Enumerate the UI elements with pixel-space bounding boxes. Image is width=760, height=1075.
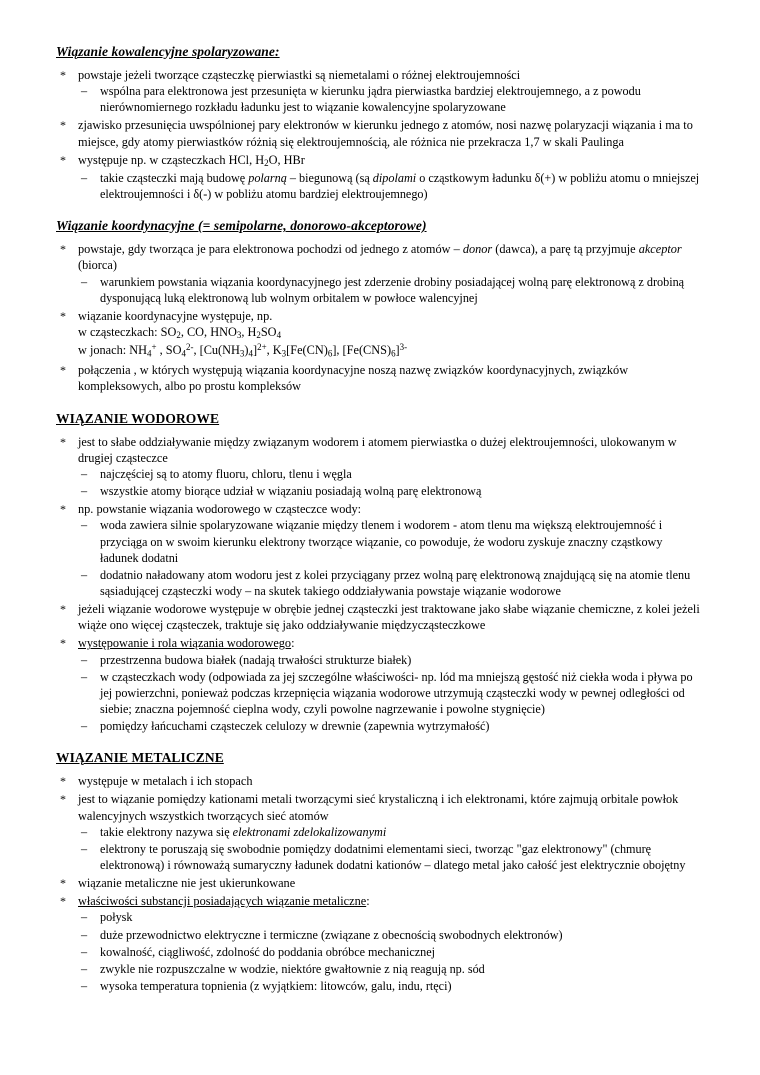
sub-list-item-text: takie elektrony nazywa się elektronami zdelokalizowanymi [100, 824, 387, 839]
sub-bullet-list [78, 909, 704, 993]
sub-list-item-text: zwykle nie rozpuszczalne w wodzie, niektóre gwałtownie z nią reagują np. sód [100, 961, 485, 976]
list-item-text: występowanie i rola wiązania wodorowego: [78, 636, 295, 651]
bullet-list [56, 434, 704, 734]
sub-bullet-list [78, 517, 704, 598]
sub-list-item-text: wspólna para elektronowa jest przesunięta w kierunku jądra pierwiastka bardziej elektroujemnego, a z powodu nierównomiernego rozkładu ładunku jest to wiązanie kowalencyjne spolaryzowane [100, 84, 641, 115]
sub-list-item [78, 567, 704, 599]
sub-list-item [78, 961, 704, 977]
list-item [56, 501, 704, 599]
sections-container [56, 44, 704, 994]
dash-marker: – [81, 841, 88, 856]
section-heading: Wiązanie kowalencyjne spolaryzowane: [56, 44, 280, 59]
list-item-text: jest to wiązanie pomiędzy kationami metali tworzącymi sieć krystaliczną i ich elektronami, które zajmują orbitale powłok walencyjnych wszystkich tworzących sieć atomów [78, 792, 679, 823]
dash-marker: – [81, 718, 88, 733]
sub-list-item-text: połysk [100, 910, 133, 925]
sub-list-item-text: takie cząsteczki mają budowę polarną – biegunową (są dipolami o cząstkowym ładunku δ(+) w pobliżu atomu o mniejszej elektroujemności i δ(-) w pobliżu atomu bardziej elektroujemnego) [100, 170, 700, 202]
sub-list-item-text: najczęściej są to atomy fluoru, chloru, tlenu i węgla [100, 467, 352, 482]
list-item [56, 117, 704, 149]
sub-bullet-list [78, 652, 704, 734]
list-item [56, 152, 704, 202]
bullet-marker: * [60, 774, 66, 789]
sub-list-item-text: wszystkie atomy biorące udział w wiązaniu posiadają wolną parę elektronową [100, 484, 482, 499]
dash-marker: – [81, 567, 88, 582]
dash-marker: – [81, 467, 88, 482]
dash-marker: – [81, 961, 88, 976]
sub-list-item-text: dodatnio naładowany atom wodoru jest z kolei przyciągany przez wolną parę elektronową znajdującą się na atomie tlenu sąsiadującej cząsteczki wody – na skutek takiego oddziaływania powstaje wiązanie wodorowe [100, 567, 691, 598]
section-kowalencyjne [56, 44, 704, 202]
list-item-text: powstaje, gdy tworząca je para elektronowa pochodzi od jednego z atomów – donor (dawca), a parę tą przyjmuje akceptor (biorca) [78, 242, 682, 273]
sub-list-item-text: elektrony te poruszają się swobodnie pomiędzy dodatnimi elementami sieci, tworząc "gaz elektronowy" (chmurę elektronową) i równoważą sumaryczny ładunek dodatni kationów – dlatego metal jako całość jest elektrycznie obojętny [100, 841, 686, 872]
dash-marker: – [81, 978, 88, 993]
list-item [56, 308, 704, 360]
bullet-marker: * [60, 894, 66, 909]
bullet-marker: * [60, 601, 66, 616]
dash-marker: – [81, 170, 88, 185]
bullet-marker: * [60, 434, 66, 449]
list-item [56, 773, 704, 789]
section-wodorowe [56, 411, 704, 734]
list-item-text: jeżeli wiązanie wodorowe występuje w obrębie jednej cząsteczki jest traktowane jako słabe wiązanie chemiczne, z kolei jeżeli wiąże ono więcej cząsteczek, traktuje się jako oddziaływanie międzycząsteczkowe [78, 601, 700, 633]
sub-list-item-text: woda zawiera silnie spolaryzowane wiązanie między tlenem i wodorem - atom tlenu ma większą elektroujemność i przyciąga on w swoim kierunku elektrony tworzące wiązanie, co powoduje, że wodoru zyskuje znaczny cząstkowy ładunek dodatni [100, 518, 663, 565]
sub-list-item [78, 718, 704, 734]
sub-list-item-text: kowalność, ciągliwość, zdolność do poddania obróbce mechanicznej [100, 944, 436, 959]
bullet-marker: * [60, 242, 66, 257]
list-item [56, 241, 704, 306]
dash-marker: – [81, 518, 88, 533]
bullet-marker: * [60, 636, 66, 651]
sub-list-item [78, 841, 704, 873]
dash-marker: – [81, 669, 88, 684]
dash-marker: – [81, 484, 88, 499]
bullet-marker: * [60, 363, 66, 378]
bullet-list [56, 67, 704, 202]
section-koordynacyjne [56, 218, 704, 395]
sub-list-item-text: warunkiem powstania wiązania koordynacyjnego jest zderzenie drobiny posiadającej wolną parę elektronową z drobiną dysponującą luką elektronową lub wolnym orbitalem w powłoce walencyjnej [100, 274, 685, 305]
sub-list-item [78, 83, 704, 115]
list-item [56, 893, 704, 994]
list-item [56, 362, 704, 394]
dash-marker: – [81, 274, 88, 289]
dash-marker: – [81, 927, 88, 942]
dash-marker: – [81, 84, 88, 99]
bullet-marker: * [60, 118, 66, 133]
list-item [56, 791, 704, 873]
bullet-list [56, 773, 704, 994]
sub-bullet-list [78, 274, 704, 306]
sub-bullet-list [78, 170, 704, 202]
sub-list-item [78, 483, 704, 499]
sub-list-item [78, 170, 704, 202]
section-heading: WIĄZANIE WODOROWE [56, 410, 220, 426]
sub-list-item [78, 909, 704, 925]
section-metaliczne [56, 750, 704, 994]
dash-marker: – [81, 652, 88, 667]
bullet-marker: * [60, 308, 66, 323]
dash-marker: – [81, 944, 88, 959]
formula-line: w cząsteczkach: $SO_2$, CO, $HNO_3$, $H_2SO_4$ [78, 324, 282, 341]
list-item-text: wiązanie metaliczne nie jest ukierunkowane [78, 876, 296, 890]
bullet-marker: * [60, 152, 66, 167]
sub-list-item [78, 944, 704, 960]
list-item-text: wiązanie koordynacyjne występuje, np. [78, 308, 273, 323]
sub-list-item [78, 927, 704, 943]
dash-marker: – [81, 910, 88, 925]
sub-list-item-text: w cząsteczkach wody (odpowiada za jej szczególne właściwości- np. lód ma mniejszą gęstość niż ciekła woda i pływa po jej powierzchni, ponieważ podczas krzepnięcia wiązania wodorowe utrzymują cząsteczki wody w pewnej odległości od siebie; znaczna pojemność cieplna wody, czyli powolne nagrzewanie i powolne stygnięcie) [100, 669, 693, 716]
dash-marker: – [81, 824, 88, 839]
bullet-marker: * [60, 502, 66, 517]
list-item-text: jest to słabe oddziaływanie między związanym wodorem i atomem pierwiastka o dużej elektroujemności, ulokowanym w drugiej cząsteczce [78, 434, 677, 465]
sub-list-item [78, 274, 704, 306]
list-item-text: zjawisko przesunięcia uwspólnionej pary elektronów w kierunku jednego z atomów, nosi nazwę polaryzacji wiązania i ma to miejsce, gdy atomy pierwiastków różnią się elektroujemnością, ale różnica nie przekracza 1,7 w skali Paulinga [78, 118, 693, 149]
formula-lines [78, 324, 704, 360]
list-item [56, 67, 704, 115]
sub-bullet-list [78, 83, 704, 115]
bullet-list [56, 241, 704, 395]
sub-list-item [78, 466, 704, 482]
sub-list-item [78, 824, 704, 840]
bullet-marker: * [60, 792, 66, 807]
sub-bullet-list [78, 466, 704, 499]
list-item [56, 875, 704, 891]
list-item-text: właściwości substancji posiadających wiązanie metaliczne: [78, 894, 370, 909]
sub-list-item-text: przestrzenna budowa białek (nadają trwałości strukturze białek) [100, 652, 412, 667]
list-item-text: występuje np. w cząsteczkach HCl, $H_2O$, HBr [78, 152, 305, 169]
list-item [56, 601, 704, 633]
bullet-marker: * [60, 876, 66, 890]
bullet-marker: * [60, 68, 66, 82]
list-item-text: występuje w metalach i ich stopach [78, 774, 253, 789]
sub-list-item-text: pomiędzy łańcuchami cząsteczek celulozy w drewnie (zapewnia wytrzymałość) [100, 718, 490, 733]
section-heading: WIĄZANIE METALICZNE [56, 750, 224, 766]
list-item [56, 635, 704, 734]
section-heading: Wiązanie koordynacyjne (= semipolarne, donorowo-akceptorowe) [56, 218, 427, 234]
sub-list-item [78, 652, 704, 668]
list-item-text: powstaje jeżeli tworzące cząsteczkę pierwiastki są niemetalami o różnej elektroujemności [78, 68, 521, 82]
sub-list-item-text: wysoka temperatura topnienia (z wyjątkiem: litowców, galu, indu, rtęci) [100, 978, 452, 993]
sub-list-item-text: duże przewodnictwo elektryczne i termiczne (związane z obecnością swobodnych elektronów) [100, 927, 563, 942]
list-item-text: np. powstanie wiązania wodorowego w cząsteczce wody: [78, 502, 362, 517]
sub-list-item [78, 978, 704, 994]
list-item-text: połączenia , w których występują wiązania koordynacyjne noszą nazwę związków koordynacyjnych, związków kompleksowych, albo po prostu kompleksów [78, 363, 629, 394]
sub-list-item [78, 517, 704, 565]
formula-line: w jonach: $NH_4^+$ , $SO_4^{2-}$, $[Cu(NH_3)_4]^{2+}$, $K_3[Fe(CN)_6]$, $[Fe(CNS)_6]^{3-}$ [78, 342, 408, 359]
sub-list-item [78, 669, 704, 717]
sub-bullet-list [78, 824, 704, 873]
list-item [56, 434, 704, 500]
